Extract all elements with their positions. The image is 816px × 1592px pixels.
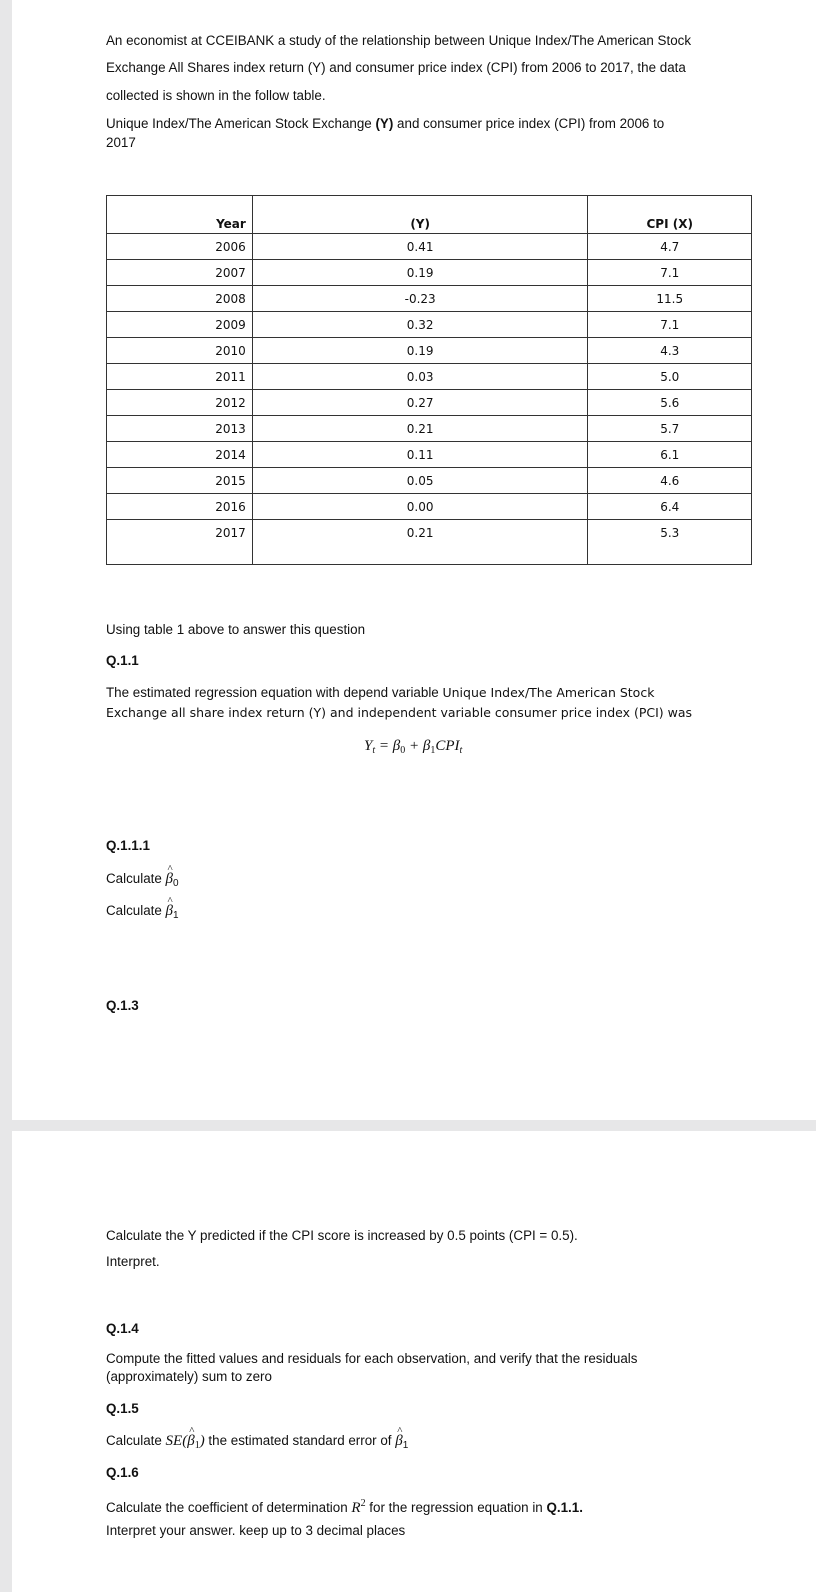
y-cell: 0.03	[252, 364, 588, 390]
q1-5-text-b: the estimated standard error of	[204, 1433, 396, 1448]
q1-1-text-1b: Unique Index/The American Stock	[442, 685, 655, 700]
caption-part-1: Unique Index/The American Stock Exchange	[106, 116, 376, 131]
q1-3-text: Calculate the Y predicted if the CPI score is increased by 0.5 points (CPI = 0.5).	[106, 1228, 578, 1243]
q1-1-text-2: Exchange all share index return (Y) and independent variable consumer price index (PCI) was	[106, 705, 693, 720]
intro-line-1: An economist at CCEIBANK a study of the relationship between Unique Index/The American Stock	[106, 33, 692, 48]
q1-6-text-a: Calculate the coefficient of determination	[106, 1500, 352, 1515]
cpi-cell: 7.1	[588, 312, 752, 338]
table-row	[107, 390, 752, 416]
y-cell: 0.21	[252, 520, 588, 565]
year-cell: 2006	[107, 234, 253, 260]
header-y: (Y)	[252, 196, 588, 234]
cpi-cell: 11.5	[588, 286, 752, 312]
year-cell: 2016	[107, 494, 253, 520]
y-cell: 0.21	[252, 416, 588, 442]
q1-5-text-a: Calculate	[106, 1433, 166, 1448]
caption-part-2: and consumer price index (CPI) from 2006 to	[393, 116, 665, 131]
cpi-cell: 5.0	[588, 364, 752, 390]
q1-4-text-2: (approximately) sum to zero	[106, 1369, 272, 1384]
q1-lead: Using table 1 above to answer this question	[106, 622, 366, 637]
q1-3-interpret: Interpret.	[106, 1254, 160, 1269]
page-2	[12, 1131, 816, 1592]
table-row	[107, 442, 752, 468]
q1-5-text: Calculate SE(^ $\beta_1$) the estimated standard error of ^ $\beta_1$	[106, 1431, 408, 1455]
year-cell: 2014	[107, 442, 253, 468]
q1-1-1-label: Q.1.1.1	[106, 838, 150, 853]
q1-6-label: Q.1.6	[106, 1465, 139, 1480]
q1-3-label: Q.1.3	[106, 998, 139, 1013]
table-row	[107, 468, 752, 494]
q1-1-text-1a: The estimated regression equation with depend variable	[106, 685, 443, 700]
table-row	[107, 416, 752, 442]
cpi-cell: 7.1	[588, 260, 752, 286]
year-cell: 2010	[107, 338, 253, 364]
y-cell: 0.19	[252, 260, 588, 286]
cpi-cell: 5.7	[588, 416, 752, 442]
y-cell: 0.27	[252, 390, 588, 416]
data-table-body	[107, 196, 752, 565]
y-cell: 0.41	[252, 234, 588, 260]
y-cell: -0.23	[252, 286, 588, 312]
q1-4-label: Q.1.4	[106, 1321, 139, 1336]
data-table	[106, 195, 752, 565]
q1-6-text-b: for the regression equation in	[365, 1500, 547, 1515]
table-row	[107, 234, 752, 260]
cpi-cell: 4.6	[588, 468, 752, 494]
cpi-cell: 5.6	[588, 390, 752, 416]
caption-bold: (Y)	[375, 116, 394, 131]
cpi-cell: 6.4	[588, 494, 752, 520]
year-cell: 2012	[107, 390, 253, 416]
table-row	[107, 260, 752, 286]
page-1	[12, 0, 816, 1120]
year-cell: 2011	[107, 364, 253, 390]
year-cell: 2007	[107, 260, 253, 286]
cpi-cell: 4.7	[588, 234, 752, 260]
cpi-cell: 6.1	[588, 442, 752, 468]
table-row	[107, 364, 752, 390]
y-cell: 0.11	[252, 442, 588, 468]
table-row	[107, 286, 752, 312]
cpi-cell: 5.3	[588, 520, 752, 565]
q1-5-label: Q.1.5	[106, 1401, 139, 1416]
table-caption	[106, 114, 664, 133]
y-cell: 0.19	[252, 338, 588, 364]
table-row	[107, 520, 752, 565]
year-cell: 2013	[107, 416, 253, 442]
q1-6-ref: Q.1.1.	[546, 1500, 583, 1515]
header-year: Year	[107, 196, 253, 234]
y-cell: 0.05	[252, 468, 588, 494]
table-row	[107, 312, 752, 338]
year-cell: 2015	[107, 468, 253, 494]
q1-1-text-1	[106, 683, 654, 702]
year-cell: 2008	[107, 286, 253, 312]
header-cpi: CPI (X)	[588, 196, 752, 234]
y-cell: 0.32	[252, 312, 588, 338]
table-row	[107, 338, 752, 364]
intro-line-2: Exchange All Shares index return (Y) and consumer price index (CPI) from 2006 to 2017, the data	[106, 60, 686, 75]
year-cell: 2009	[107, 312, 253, 338]
year-cell: 2017	[107, 520, 253, 565]
cpi-cell: 4.3	[588, 338, 752, 364]
q1-6-text-1: Calculate the coefficient of determination $R^2$ for the regression equation in Q.1.1.	[106, 1498, 583, 1516]
calculate-b1: Calculate ^ $\beta_1$	[106, 901, 179, 925]
q1-4-text-1: Compute the fitted values and residuals for each observation, and verify that the residuals	[106, 1351, 638, 1366]
calculate-b0: Calculate ^ $\beta_0$	[106, 869, 179, 893]
q1-6-text-2: Interpret your answer. keep up to 3 decimal places	[106, 1523, 406, 1538]
table-row	[107, 494, 752, 520]
q1-1-label: Q.1.1	[106, 653, 139, 668]
regression-equation: $Y_t = \beta_0 + \beta_1CPI_t$	[364, 738, 463, 756]
intro-line-3: collected is shown in the follow table.	[106, 88, 326, 103]
table-header-row	[107, 196, 752, 234]
y-cell: 0.00	[252, 494, 588, 520]
table-caption-line-2: 2017	[106, 135, 136, 150]
